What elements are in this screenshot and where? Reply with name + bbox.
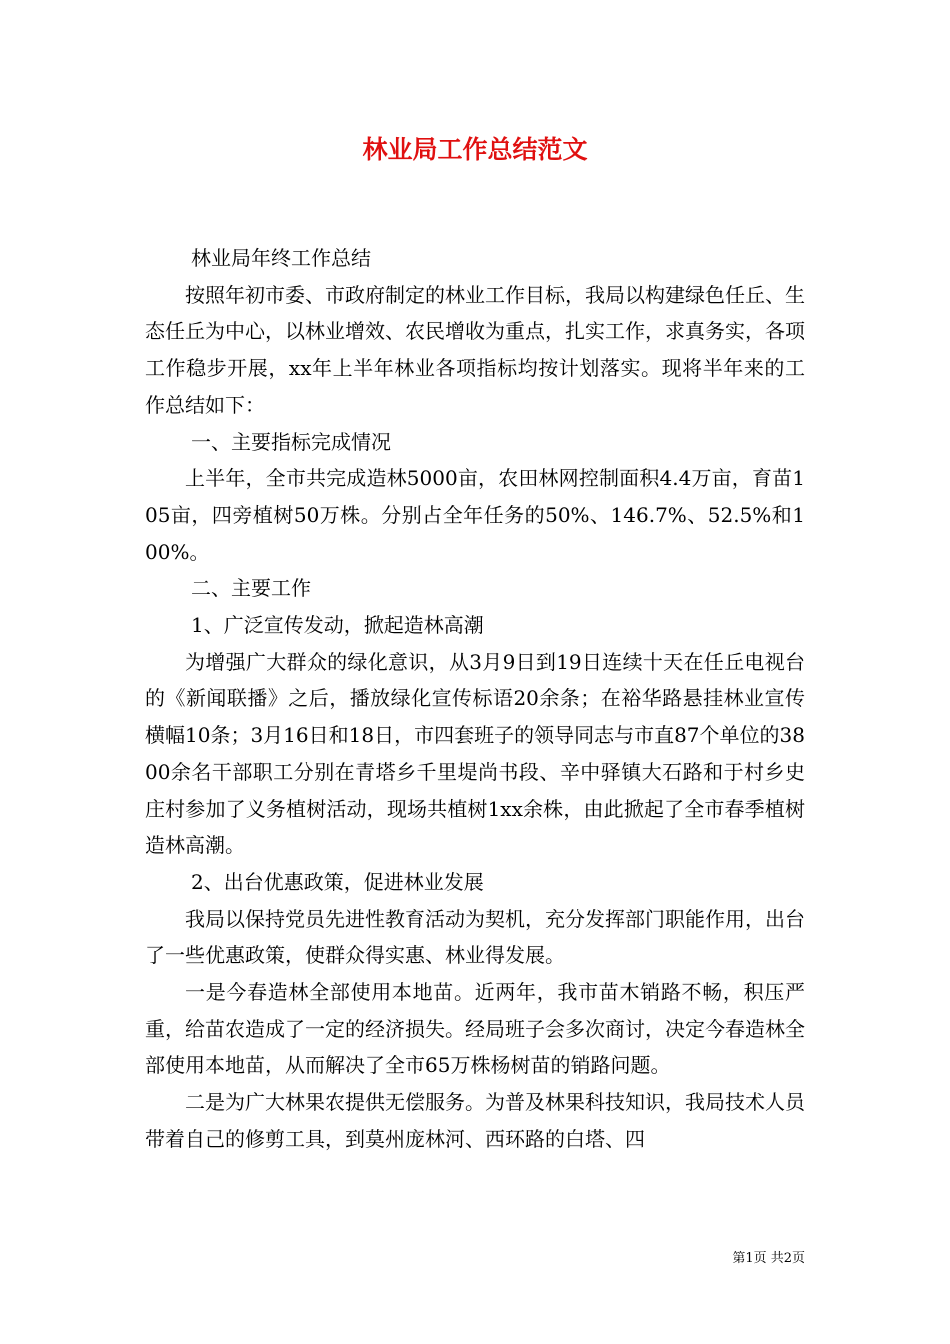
paragraph-policy: 我局以保持党员先进性教育活动为契机，充分发挥部门职能作用，出台了一些优惠政策，使群众得实惠、林业得发展。 bbox=[145, 906, 805, 968]
paragraph-heading-publicity: 1、广泛宣传发动，掀起造林高潮 bbox=[191, 613, 484, 638]
paragraph-intro: 按照年初市委、市政府制定的林业工作目标，我局以构建绿色任丘、生态任丘为中心，以林业增效、农民增收为重点，扎实工作，求真务实，各项工作稳步开展，xx年上半年林业各项指标均按计划落实。现将半年来的工作总结如下： bbox=[145, 282, 805, 417]
paragraph-section-title: 林业局年终工作总结 bbox=[191, 246, 371, 270]
paragraph-local-seedlings: 一是今春造林全部使用本地苗。近两年，我市苗木销路不畅，积压严重，给苗农造成了一定的经济损失。经局班子会多次商讨，决定今春造林全部使用本地苗，从而解决了全市65万株杨树苗的销路问题。 bbox=[145, 980, 805, 1078]
paragraph-free-service: 二是为广大林果农提供无偿服务。为普及林果科技知识，我局技术人员带着自己的修剪工具，到莫州庞林河、西环路的白塔、四 bbox=[145, 1090, 805, 1151]
page-number-footer: 第1页 共2页 bbox=[732, 1251, 805, 1266]
paragraph-heading-indicators: 一、主要指标完成情况 bbox=[191, 429, 391, 454]
page-title: 林业局工作总结范文 bbox=[362, 135, 588, 164]
document-body bbox=[145, 240, 805, 1158]
paragraph-heading-main-work: 二、主要工作 bbox=[191, 576, 311, 601]
paragraph-heading-policy: 2、出台优惠政策，促进林业发展 bbox=[191, 869, 484, 894]
paragraph-publicity: 为增强广大群众的绿化意识，从3月9日到19日连续十天在任丘电视台的《新闻联播》之后，播放绿化宣传标语20余条；在裕华路悬挂林业宣传横幅10条；3月16日和18日，市四套班子的领导同志与市直87个单位的3800余名干部职工分别在青塔乡千里堤尚书段、辛中驿镇大石路和于村乡史庄村参加了义务植树活动，现场共植树1xx余株，由此掀起了全市春季植树造林高潮。 bbox=[145, 649, 805, 858]
paragraph-indicators: 上半年，全市共完成造林5000亩，农田林网控制面积4.4万亩，育苗105亩，四旁植树50万株。分别占全年任务的50%、146.7%、52.5%和100%。 bbox=[145, 466, 805, 564]
